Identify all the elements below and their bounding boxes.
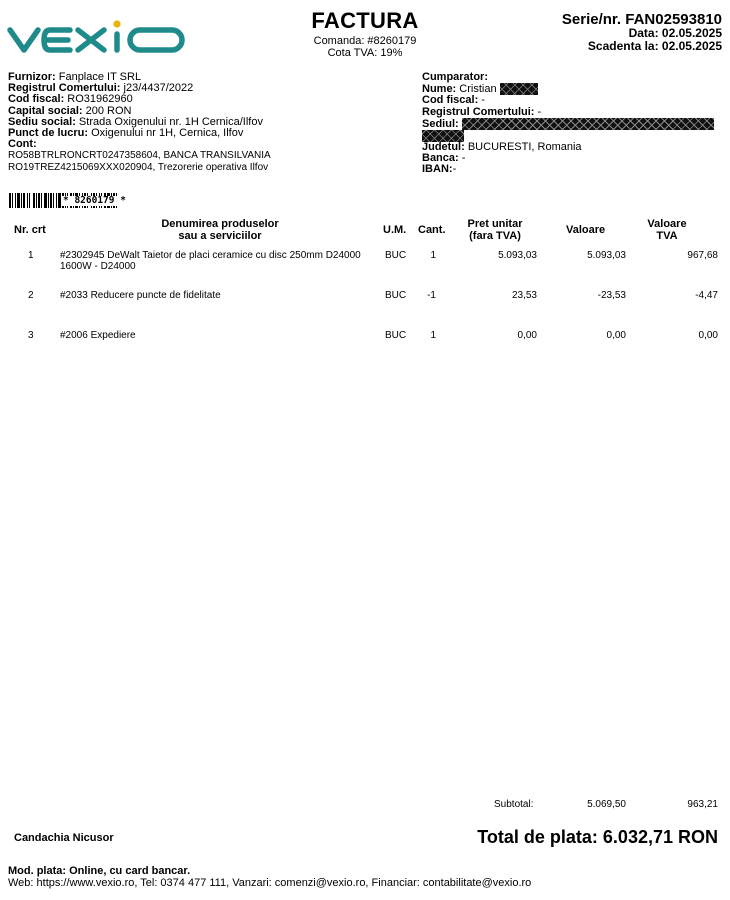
- col-header-um: U.M.: [383, 224, 407, 236]
- redacted-mark: [462, 118, 714, 130]
- subtotal-label: Subtotal:: [494, 799, 534, 810]
- redacted-mark: [500, 83, 538, 95]
- row-2-cant: -1: [427, 290, 436, 301]
- row-1-pret: 5.093,03: [498, 250, 537, 261]
- row-2-nr: 2: [28, 290, 34, 301]
- subtotal-tva: 963,21: [687, 799, 718, 810]
- barcode-bar: [27, 193, 28, 208]
- total-amount: Total de plata: 6.032,71 RON: [477, 827, 718, 847]
- barcode-bar: [23, 193, 25, 208]
- order-number: Comanda: #8260179: [313, 35, 417, 47]
- col-header-denumire: Denumirea produselor sau a serviciilor: [161, 218, 279, 242]
- invoice-due-date: Scadenta la: 02.05.2025: [587, 39, 722, 53]
- buyer-name: Cristian: [459, 83, 497, 96]
- invoice-title: FACTURA: [311, 8, 419, 33]
- col-header-valoare: Valoare: [566, 224, 606, 236]
- col-header-pret: Pret unitar (fara TVA): [467, 218, 523, 242]
- invoice-date: Data: 02.05.2025: [628, 26, 722, 40]
- row-3-um: BUC: [385, 330, 407, 341]
- row-3-nr: 3: [28, 330, 34, 341]
- supplier-block: Furnizor: Fanplace IT SRL Registrul Comertului: j23/4437/2022 Cod fiscal: RO31962960 Capital social: 200 RON Sediu social: Strada Oxigenului nr. 1H Cernica/Ilfov Punct de lucru: Oxigenului nr 1H, Cernica, Ilfov Cont: RO58BTRLRONCRT0247358604, BANCA TRANSILVANIA RO19TREZ4215069XXX020904, Trezorerie operativa Ilfov: [8, 71, 271, 173]
- issuer-name: Candachia Nicusor: [14, 832, 114, 844]
- barcode-bar: [50, 193, 52, 208]
- vat-rate: Cota TVA: 19%: [327, 47, 403, 59]
- row-1-um: BUC: [385, 250, 407, 261]
- barcode-bar: [29, 193, 30, 208]
- barcode-text: * 8260179 *: [63, 195, 126, 206]
- subtotal-valoare: 5.069,50: [587, 799, 626, 810]
- supplier-name: Fanplace IT SRL: [58, 71, 142, 83]
- barcode-bar: [48, 193, 49, 208]
- barcode-bar: [56, 193, 57, 208]
- row-3-pret: 0,00: [517, 330, 537, 341]
- buyer-block: Cumparator: Nume: Cristian Cod fiscal: - Registrul Comertului: - Sediul: Judetul: BUCURESTI, Romania Banca: - IBAN:-: [422, 72, 722, 175]
- col-header-nr: Nr. crt: [14, 224, 46, 236]
- row-3-valoare: 0,00: [606, 330, 626, 341]
- payment-method: Mod. plata: Online, cu card bancar.: [8, 865, 191, 877]
- row-3-tva: 0,00: [698, 330, 718, 341]
- row-2-tva: -4,47: [695, 290, 718, 301]
- row-2-valoare: -23,53: [597, 290, 626, 301]
- row-1-desc: #2302945 DeWalt Taietor de placi ceramice cu disc 250mm D24000 1600W - D24000: [60, 250, 361, 272]
- contact-info: Web: https://www.vexio.ro, Tel: 0374 477 111, Vanzari: comenzi@vexio.ro, Financiar: contabilitate@vexio.ro: [8, 877, 532, 889]
- row-1-cant: 1: [430, 250, 436, 261]
- barcode-bar: [17, 193, 20, 208]
- barcode-bar: [21, 193, 22, 208]
- row-3-desc: #2006 Expediere: [60, 330, 136, 341]
- row-2-desc: #2033 Reducere puncte de fidelitate: [60, 290, 221, 301]
- row-2-um: BUC: [385, 290, 407, 301]
- barcode-bar: [12, 193, 13, 208]
- row-3-cant: 1: [430, 330, 436, 341]
- row-1-tva: 967,68: [687, 250, 718, 261]
- barcode-bar: [36, 193, 37, 208]
- barcode-bar: [44, 193, 47, 208]
- barcode-bar: [33, 193, 35, 208]
- vexio-logo: [6, 18, 188, 58]
- col-header-cant: Cant.: [418, 224, 446, 236]
- col-header-tva: Valoare TVA: [647, 218, 687, 242]
- barcode-bar: [9, 193, 11, 208]
- barcode-bar: [53, 193, 54, 208]
- invoice-series: Serie/nr. FAN02593810: [561, 11, 722, 28]
- row-1-valoare: 5.093,03: [587, 250, 626, 261]
- row-1-nr: 1: [28, 250, 34, 261]
- barcode-bar: [15, 193, 16, 208]
- barcode-bar: [38, 193, 40, 208]
- barcode-bar: [41, 193, 42, 208]
- row-2-pret: 23,53: [511, 290, 537, 301]
